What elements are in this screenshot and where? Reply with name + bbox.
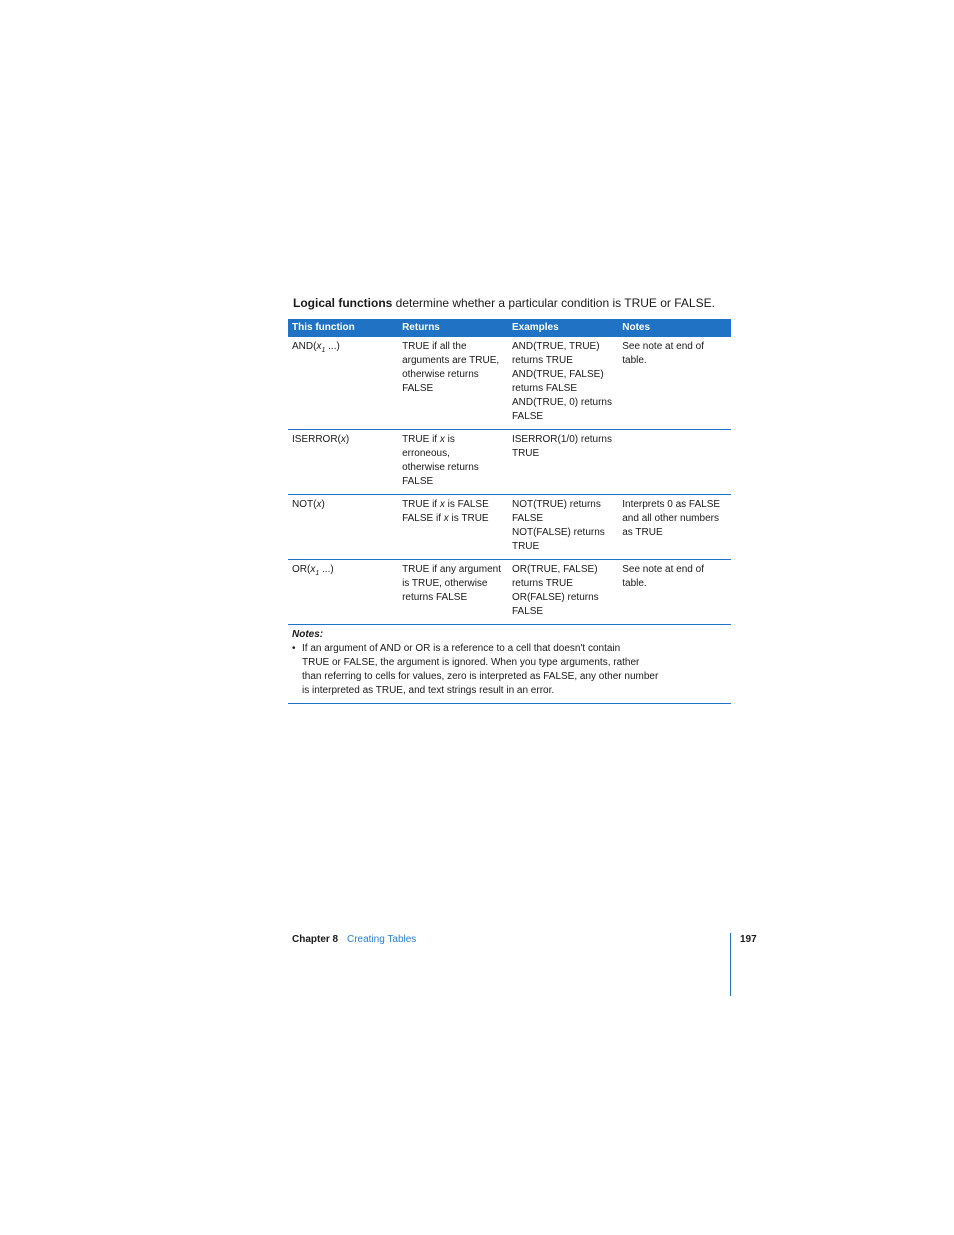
table-row <box>288 337 731 430</box>
notes-cell: See note at end of table. <box>618 560 731 625</box>
table-notes <box>288 625 731 704</box>
returns-cell: TRUE if x is erroneous, otherwise returns FALSE <box>398 430 508 495</box>
footer-chapter: Chapter 8 <box>292 934 339 945</box>
notes-cell: Interprets 0 as FALSE and all other numbers as TRUE <box>618 495 731 560</box>
notes-cell <box>618 430 731 495</box>
table-row <box>288 560 731 625</box>
returns-cell: TRUE if all the arguments are TRUE, otherwise returns FALSE <box>398 337 508 430</box>
table-header-row <box>288 319 731 337</box>
page-number: 197 <box>740 934 757 945</box>
note-item: • If an argument of AND or OR is a reference to a cell that doesn't contain TRUE or FALSE, the argument is ignored. When you type arguments, rather than referring to cells for values, zero is interpreted as FALSE, any other number is interpreted as TRUE, and text strings result in an error. <box>292 643 659 696</box>
intro-text: determine whether a particular condition is TRUE or FALSE. <box>392 296 715 310</box>
examples-cell: NOT(TRUE) returns FALSE NOT(FALSE) returns TRUE <box>508 495 618 560</box>
footer-divider <box>730 933 731 996</box>
logical-functions-table <box>288 319 731 704</box>
table-row <box>288 495 731 560</box>
header-examples: Examples <box>508 319 618 337</box>
header-this-function: This function <box>288 319 398 337</box>
header-notes: Notes <box>618 319 731 337</box>
intro-paragraph <box>293 295 733 311</box>
footer-chapter-title: Creating Tables <box>347 934 417 945</box>
header-returns: Returns <box>398 319 508 337</box>
notes-title: Notes: <box>292 629 324 640</box>
table-notes-row <box>288 625 731 704</box>
table-row <box>288 430 731 495</box>
returns-cell: TRUE if x is FALSE FALSE if x is TRUE <box>398 495 508 560</box>
bullet-icon: • <box>292 643 296 654</box>
examples-cell: AND(TRUE, TRUE) returns TRUE AND(TRUE, FALSE) returns FALSE AND(TRUE, 0) returns FALSE <box>508 337 618 430</box>
intro-bold: Logical functions <box>293 296 393 310</box>
function-cell: $AND(x_1$ ...) <box>288 337 398 430</box>
returns-cell: TRUE if any argument is TRUE, otherwise returns FALSE <box>398 560 508 625</box>
function-cell: NOT(x) <box>288 495 398 560</box>
examples-cell: ISERROR(1/0) returns TRUE <box>508 430 618 495</box>
examples-cell: OR(TRUE, FALSE) returns TRUE OR(FALSE) returns FALSE <box>508 560 618 625</box>
function-cell: ISERROR(x) <box>288 430 398 495</box>
function-cell: $OR(x_1$ ...) <box>288 560 398 625</box>
notes-cell: See note at end of table. <box>618 337 731 430</box>
